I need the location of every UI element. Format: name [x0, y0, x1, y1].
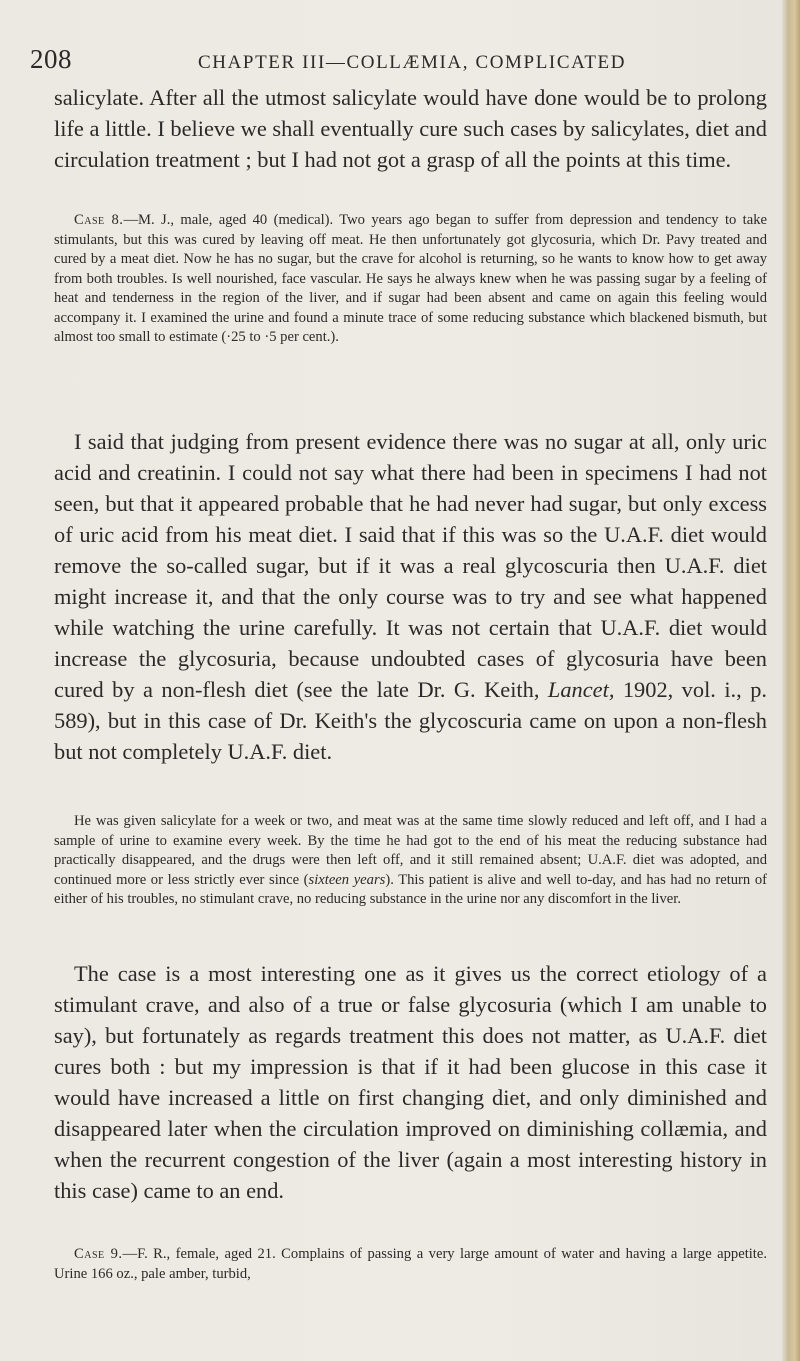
- case-8-note: [54, 211, 767, 348]
- discussion-paragraph: [54, 426, 767, 767]
- case-8-text: —M. J., male, aged 40 (medical). Two years ago began to suffer from depression and tendency to take stimulants, but this was cured by leaving off meat. He then unfortunately got glycosuria, which Dr. Pavy treated and cured by a meat diet. Now he has no sugar, but the crave for alcohol is returning, so he wants to know how to get away from both troubles. Is well nourished, face vascular. He says he always knew when he was passing sugar by a feeling of heat and tenderness in the region of the liver, and if sugar had been absent and came on again this feeling would accompany it. I examined the urine and found a minute trace of some reducing substance which blackened bismuth, but almost too small to estimate (·25 to ·5 per cent.).: [54, 212, 767, 345]
- sixteen-years: sixteen years: [308, 871, 386, 888]
- page-header: [30, 44, 790, 84]
- page-edge: [782, 0, 800, 1361]
- case-9-note: [54, 1245, 767, 1284]
- page-number: 208: [30, 44, 72, 74]
- paragraph-text: salicylate. After all the utmost salicylate would have done would be to prolong life a little. I believe we shall eventually cure such cases by salicylates, diet and circulation treatment ; but I had not got a grasp of all the points at this time.: [54, 85, 767, 172]
- running-title: CHAPTER III—COLLÆMIA, COMPLICATED: [198, 52, 627, 73]
- discussion-text-part-1: I said that judging from present evidence there was no sugar at all, only uric acid and creatinin. I could not say what there had been in specimens I had not seen, but that it appeared probable that he had never had sugar, but only excess of uric acid from his meat diet. I said that if this was so the U.A.F. diet would remove the so-called sugar, but if it was a real glycoscuria then U.A.F. diet might increase it, and that the only course was to try and see what happened while watching the urine carefully. It was not certain that U.A.F. diet would increase the glycosuria, because undoubted cases of glycosuria have been cured by a non-flesh diet (see the late Dr. G. Keith,: [54, 429, 767, 702]
- treatment-text-part-2: ). This patient is alive and well to-day, and has had no return of either of his troubles, no stimulant crave, no reducing substance in the urine nor any discomfort in the liver.: [54, 871, 768, 907]
- treatment-text: [54, 812, 767, 910]
- discussion-text-part-2: 1902, vol. i., p. 589), but in this case of Dr. Keith's the glycoscuria came on upon a non-flesh but not completely U.A.F. diet.: [54, 677, 767, 764]
- discussion-text: [54, 426, 767, 767]
- case-8-label: Case 8.: [74, 212, 124, 228]
- treatment-text-part-1: He was given salicylate for a week or two, and meat was at the same time slowly reduced and left off, and I had a sample of urine to examine every week. By the time he had got to the end of his meat the reducing substance had practically disappeared, and the drugs were then left off, and it still remained absent; U.A.F. diet was adopted, and continued more or less strictly ever since (: [54, 813, 767, 888]
- interpretation-text: The case is a most interesting one as it gives us the correct etiology of a stimulant crave, and also of a true or false glycosuria (which I am unable to say), but fortunately as regards treatment this does not matter, as U.A.F. diet cures both : but my impression is that if it had been glucose in this case it would have increased a little on first changing diet, and only diminished and disappeared later when the circulation improved on diminishing collæmia, and when the recurrent congestion of the liver (again a most interesting history in this case) came to an end.: [54, 961, 767, 1203]
- lancet-citation: Lancet,: [547, 677, 615, 702]
- case-9-text: —F. R., female, aged 21. Complains of passing a very large amount of water and having a large appetite. Urine 166 oz., pale amber, turbid,: [54, 1246, 767, 1282]
- paragraph-continuation: [54, 82, 767, 175]
- treatment-note: [54, 812, 767, 910]
- case-9-paragraph: [54, 1245, 767, 1284]
- case-9-label: Case 9.: [74, 1246, 123, 1262]
- interpretation-paragraph: [54, 958, 767, 1206]
- case-8-paragraph: [54, 211, 767, 348]
